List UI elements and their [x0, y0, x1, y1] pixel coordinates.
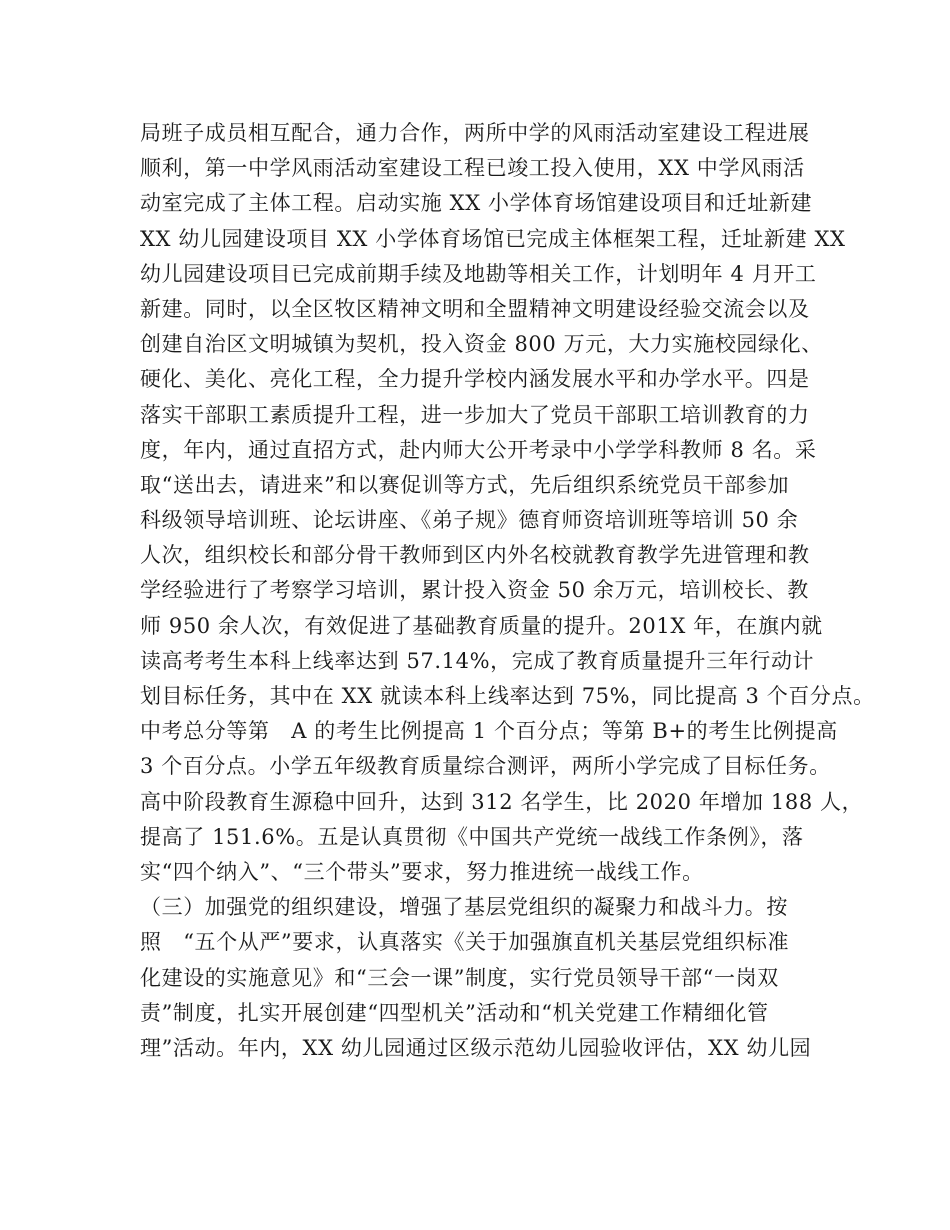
text-line: 动室完成了主体工程。启动实施 XX 小学体育场馆建设项目和迁址新建 [140, 191, 813, 216]
text-line: 理”活动。年内，XX 幼儿园通过区级示范幼儿园验收评估，XX 幼儿园 [140, 1035, 812, 1060]
text-line: XX 幼儿园建设项目 XX 小学体育场馆已完成主体框架工程，迁址新建 XX [140, 226, 846, 251]
text-line: 新建。同时，以全区牧区精神文明和全盟精神文明建设经验交流会以及 [140, 296, 810, 321]
text-line: 科级领导培训班、论坛讲座、《弟子规》德育师资培训班等培训 50 余 [140, 508, 799, 533]
body-text [140, 116, 875, 1066]
text-line: 提高了 151.6%。五是认真贯彻《中国共产党统一战线工作条例》，落 [140, 824, 804, 849]
text-line: 读高考考生本科上线率达到 57.14%，完成了教育质量提升三年行动计 [140, 648, 815, 673]
text-line: 3 个百分点。小学五年级教育质量综合测评，两所小学完成了目标任务。 [140, 754, 831, 779]
text-line: 照 “五个从严”要求，认真落实《关于加强旗直机关基层党组织标准 [140, 930, 790, 955]
text-line: 人次，组织校长和部分骨干教师到区内外名校就教育教学先进管理和教 [140, 543, 810, 568]
text-line: 实“四个纳入”、“三个带头”要求，努力推进统一战线工作。 [140, 859, 704, 884]
text-line: 取“送出去，请进来”和以赛促训等方式，先后组织系统党员干部参加 [140, 472, 790, 497]
text-line: 学经验进行了考察学习培训，累计投入资金 50 余万元，培训校长、教 [140, 578, 809, 603]
text-line: 硬化、美化、亮化工程，全力提升学校内涵发展水平和办学水平。四是 [140, 367, 810, 392]
text-line: 幼儿园建设项目已完成前期手续及地勘等相关工作，计划明年 4 月开工 [140, 261, 817, 286]
text-line: 师 950 余人次，有效促进了基础教育质量的提升。201X 年，在旗内就 [140, 613, 823, 638]
text-line: 高中阶段教育生源稳中回升，达到 312 名学生，比 2020 年增加 188 人， [140, 789, 864, 814]
text-line: 中考总分等第 A 的考生比例提高 1 个百分点；等第 B+的考生比例提高 [140, 719, 838, 744]
text-line: 创建自治区文明城镇为契机，投入资金 800 万元，大力实施校园绿化、 [140, 332, 823, 357]
text-line: （三）加强党的组织建设，增强了基层党组织的凝聚力和战斗力。按 [140, 895, 788, 920]
text-line: 局班子成员相互配合，通力合作，两所中学的风雨活动室建设工程进展 [140, 121, 810, 145]
text-line: 落实干部职工素质提升工程，进一步加大了党员干部职工培训教育的力 [140, 402, 810, 427]
text-line: 划目标任务，其中在 XX 就读本科上线率达到 75%，同比提高 3 个百分点。 [140, 684, 875, 708]
text-line: 顺利，第一中学风雨活动室建设工程已竣工投入使用，XX 中学风雨活 [140, 156, 805, 181]
text-line: 责”制度，扎实开展创建“四型机关”活动和“机关党建工作精细化管 [140, 1000, 769, 1025]
text-line: 化建设的实施意见》和“三会一课”制度，实行党员领导干部“一岗双 [140, 965, 779, 990]
text-line: 度，年内，通过直招方式，赴内师大公开考录中小学学科教师 8 名。采 [140, 437, 817, 462]
